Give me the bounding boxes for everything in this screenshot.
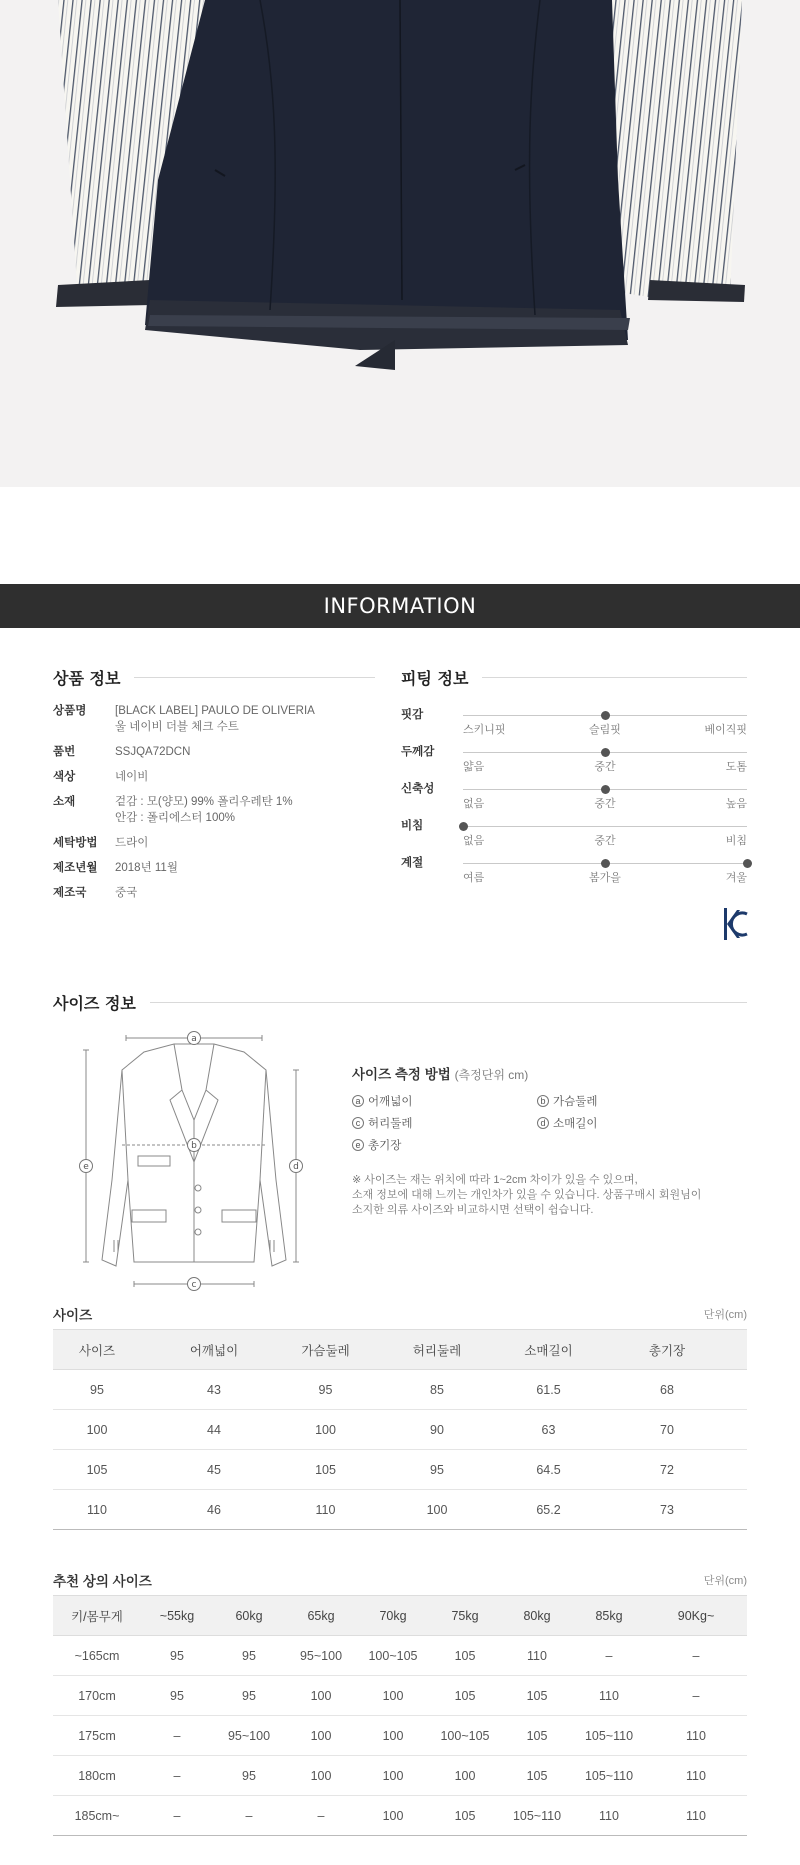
table-cell: –: [141, 1796, 213, 1836]
table-cell: 105: [501, 1716, 573, 1756]
table-cell: 100: [357, 1676, 429, 1716]
table-header-cell: 90Kg~: [645, 1596, 747, 1636]
fitting-scale-line: [463, 826, 747, 827]
table-header-cell: 70kg: [357, 1596, 429, 1636]
table-cell: 110: [573, 1676, 645, 1716]
table-header-cell: ~55kg: [141, 1596, 213, 1636]
table-cell: 175cm: [53, 1716, 141, 1756]
info-value: 드라이: [115, 837, 149, 849]
fitting-option: 여름: [463, 872, 485, 884]
table-cell: 110: [501, 1636, 573, 1676]
table-cell: 100: [285, 1716, 357, 1756]
info-value: SSJQA72DCN: [115, 746, 191, 758]
table-cell: 64.5: [510, 1450, 587, 1490]
table-row: [53, 1716, 747, 1756]
table-cell: 105~110: [573, 1756, 645, 1796]
fitting-level-marker: [601, 859, 610, 868]
table-cell: 100~105: [429, 1716, 501, 1756]
table-header-cell: 가슴둘레: [287, 1330, 364, 1370]
fitting-level-marker: [601, 748, 610, 757]
table-cell: 105: [429, 1636, 501, 1676]
table-header-cell: 사이즈: [53, 1330, 141, 1370]
table-cell: 45: [141, 1450, 287, 1490]
product-photo: [0, 0, 800, 487]
fitting-option: 비침: [725, 835, 747, 847]
size-info-title: 사이즈 정보: [53, 994, 136, 1013]
size-table-title: 사이즈: [53, 1308, 93, 1323]
info-key: 색상: [53, 771, 76, 783]
fitting-option: 없음: [463, 835, 485, 847]
table-header-cell: 75kg: [429, 1596, 501, 1636]
table-row: [53, 1636, 747, 1676]
table-cell: 110: [645, 1796, 747, 1836]
info-value: [BLACK LABEL] PAULO DE OLIVERIA 울 네이비 더블 체크 수트: [115, 705, 315, 733]
table-cell: 65.2: [510, 1490, 587, 1530]
size-table-unit: 단위(cm): [703, 1309, 747, 1321]
fitting-row: [401, 743, 747, 780]
size-table: [53, 1329, 747, 1530]
table-cell: 95: [287, 1370, 364, 1410]
measure-label: 소매길이: [553, 1118, 598, 1130]
measure-letter: c: [352, 1117, 364, 1129]
measure-item: [352, 1137, 537, 1153]
table-row: [53, 1756, 747, 1796]
table-cell: 63: [510, 1410, 587, 1450]
measure-title-text: 사이즈 측정 방법: [352, 1067, 451, 1082]
fitting-level-marker: [459, 822, 468, 831]
diagram-letter: a: [191, 1034, 197, 1044]
fitting-row: [401, 706, 747, 743]
table-cell: 95: [141, 1676, 213, 1716]
size-info-heading: [53, 991, 747, 1014]
table-header-cell: 허리둘레: [364, 1330, 510, 1370]
table-cell: 105~110: [573, 1716, 645, 1756]
table-cell: 85: [364, 1370, 510, 1410]
table-cell: 95~100: [213, 1716, 285, 1756]
info-key: 제조국: [53, 887, 87, 899]
table-cell: 100: [285, 1756, 357, 1796]
fitting-label: 신축성: [401, 783, 435, 795]
product-info-list: [53, 703, 373, 910]
rec-table-title: 추천 상의 사이즈: [53, 1574, 152, 1589]
table-row: [53, 1676, 747, 1716]
fitting-option: 스키니핏: [463, 724, 506, 736]
table-cell: 110: [573, 1796, 645, 1836]
table-cell: 70: [587, 1410, 747, 1450]
info-row: [53, 794, 373, 826]
info-row: [53, 885, 373, 901]
table-cell: 43: [141, 1370, 287, 1410]
measure-letter: b: [537, 1095, 549, 1107]
table-cell: 105: [53, 1450, 141, 1490]
info-row: [53, 769, 373, 785]
fitting-info-list: [401, 706, 747, 891]
fitting-option: 높음: [725, 798, 747, 810]
measure-item: [537, 1093, 722, 1109]
measure-items: [352, 1093, 752, 1153]
table-cell: 100: [364, 1490, 510, 1530]
table-cell: 100: [357, 1756, 429, 1796]
table-cell: –: [645, 1676, 747, 1716]
table-header-cell: 80kg: [501, 1596, 573, 1636]
fitting-row: [401, 780, 747, 817]
rec-table-unit: 단위(cm): [703, 1575, 747, 1587]
table-cell: 68: [587, 1370, 747, 1410]
table-cell: 110: [645, 1756, 747, 1796]
divider: [134, 677, 375, 678]
product-info-heading: [53, 666, 375, 689]
fitting-option: 슬림핏: [589, 724, 621, 736]
fitting-option: 중간: [594, 761, 616, 773]
fitting-option: 베이직핏: [704, 724, 747, 736]
table-cell: 61.5: [510, 1370, 587, 1410]
table-cell: 73: [587, 1490, 747, 1530]
kc-certification-icon: [723, 906, 748, 942]
diagram-letter: d: [293, 1162, 299, 1172]
table-cell: 100: [357, 1796, 429, 1836]
fitting-option: 봄가을: [589, 872, 621, 884]
table-cell: 105: [429, 1796, 501, 1836]
table-cell: –: [141, 1756, 213, 1796]
table-cell: 95: [213, 1676, 285, 1716]
size-note: ※ 사이즈는 재는 위치에 따라 1~2cm 차이가 있을 수 있으며, 소재 정보에 대해 느끼는 개인차가 있을 수 있습니다. 상품구매시 회원님이 소지한 의류 사이즈와 비교하시면 선택이 쉽습니다.: [352, 1174, 702, 1216]
table-header-cell: 총기장: [587, 1330, 747, 1370]
table-cell: 90: [364, 1410, 510, 1450]
info-key: 제조년월: [53, 862, 98, 874]
table-cell: 44: [141, 1410, 287, 1450]
info-key: 상품명: [53, 705, 87, 717]
info-value: 중국: [115, 887, 138, 899]
table-cell: –: [645, 1636, 747, 1676]
table-cell: 100: [429, 1756, 501, 1796]
info-key: 세탁방법: [53, 837, 98, 849]
table-cell: 100: [357, 1716, 429, 1756]
fitting-label: 핏감: [401, 709, 424, 721]
measure-label: 총기장: [368, 1140, 402, 1152]
table-cell: 100: [287, 1410, 364, 1450]
table-cell: 46: [141, 1490, 287, 1530]
measure-unit-text: (측정단위 cm): [454, 1068, 529, 1082]
diagram-letter: c: [191, 1280, 197, 1290]
table-cell: ~165cm: [53, 1636, 141, 1676]
recommended-size-table: [53, 1595, 747, 1836]
measure-item: [352, 1115, 537, 1131]
fitting-level-marker: [601, 711, 610, 720]
fitting-option: 중간: [594, 835, 616, 847]
table-header-cell: 85kg: [573, 1596, 645, 1636]
table-cell: 105~110: [501, 1796, 573, 1836]
fitting-label: 계절: [401, 857, 424, 869]
table-cell: 110: [53, 1490, 141, 1530]
measure-label: 어깨넓이: [368, 1096, 413, 1108]
table-row: [53, 1370, 747, 1410]
measure-letter: e: [352, 1139, 364, 1151]
fitting-label: 비침: [401, 820, 424, 832]
table-header-cell: 키/몸무게: [53, 1596, 141, 1636]
table-cell: 95: [364, 1450, 510, 1490]
fitting-option: 도톰: [725, 761, 747, 773]
measure-label: 허리둘레: [368, 1118, 413, 1130]
fitting-option: 겨울: [725, 872, 747, 884]
table-row: [53, 1796, 747, 1836]
fitting-level-marker: [601, 785, 610, 794]
table-cell: 105: [287, 1450, 364, 1490]
measure-method-title: [352, 1063, 752, 1083]
info-value: 네이비: [115, 771, 149, 783]
table-cell: 100: [285, 1676, 357, 1716]
table-cell: 95~100: [285, 1636, 357, 1676]
table-cell: 105: [429, 1676, 501, 1716]
table-cell: 95: [213, 1756, 285, 1796]
divider: [150, 1002, 747, 1003]
table-row: [53, 1450, 747, 1490]
diagram-letter: b: [191, 1141, 197, 1151]
fitting-row: [401, 854, 747, 891]
table-cell: 100: [53, 1410, 141, 1450]
fitting-label: 두께감: [401, 746, 435, 758]
divider: [482, 677, 747, 678]
table-row: [53, 1410, 747, 1450]
table-cell: 185cm~: [53, 1796, 141, 1836]
measure-letter: a: [352, 1095, 364, 1107]
table-cell: –: [573, 1636, 645, 1676]
table-header-cell: 60kg: [213, 1596, 285, 1636]
table-row: [53, 1490, 747, 1530]
measure-method: [352, 1063, 752, 1218]
table-cell: 105: [501, 1756, 573, 1796]
table-header-cell: 어깨넓이: [141, 1330, 287, 1370]
measure-label: 가슴둘레: [553, 1096, 598, 1108]
table-cell: 110: [645, 1716, 747, 1756]
info-key: 품번: [53, 746, 76, 758]
table-header-cell: 소매길이: [510, 1330, 587, 1370]
info-row: [53, 835, 373, 851]
info-value: 2018년 11월: [115, 862, 178, 874]
diagram-letter: e: [83, 1162, 89, 1172]
banner-title: INFORMATION: [323, 594, 477, 618]
fitting-option: 얇음: [463, 761, 485, 773]
table-cell: 110: [287, 1490, 364, 1530]
table-cell: –: [213, 1796, 285, 1836]
fitting-level-marker: [743, 859, 752, 868]
table-cell: 95: [141, 1636, 213, 1676]
information-banner: [0, 584, 800, 628]
info-value: 겉감 : 모(양모) 99% 폴리우레탄 1% 안감 : 폴리에스터 100%: [115, 796, 293, 824]
table-cell: –: [285, 1796, 357, 1836]
table-cell: 95: [213, 1636, 285, 1676]
table-cell: 72: [587, 1450, 747, 1490]
table-header-cell: 65kg: [285, 1596, 357, 1636]
measure-letter: d: [537, 1117, 549, 1129]
table-cell: 105: [501, 1676, 573, 1716]
measure-item: [352, 1093, 537, 1109]
fitting-option: 없음: [463, 798, 485, 810]
table-cell: 180cm: [53, 1756, 141, 1796]
table-cell: 95: [53, 1370, 141, 1410]
measure-item: [537, 1115, 722, 1131]
table-cell: –: [141, 1716, 213, 1756]
fitting-row: [401, 817, 747, 854]
fitting-option: 중간: [594, 798, 616, 810]
info-row: [53, 860, 373, 876]
fitting-info-title: 피팅 정보: [401, 669, 469, 688]
jacket-measurement-diagram: [74, 1030, 314, 1292]
info-row: [53, 703, 373, 735]
info-key: 소재: [53, 796, 76, 808]
product-info-title: 상품 정보: [53, 669, 121, 688]
info-row: [53, 744, 373, 760]
fitting-info-heading: [401, 666, 747, 689]
table-cell: 100~105: [357, 1636, 429, 1676]
table-cell: 170cm: [53, 1676, 141, 1716]
